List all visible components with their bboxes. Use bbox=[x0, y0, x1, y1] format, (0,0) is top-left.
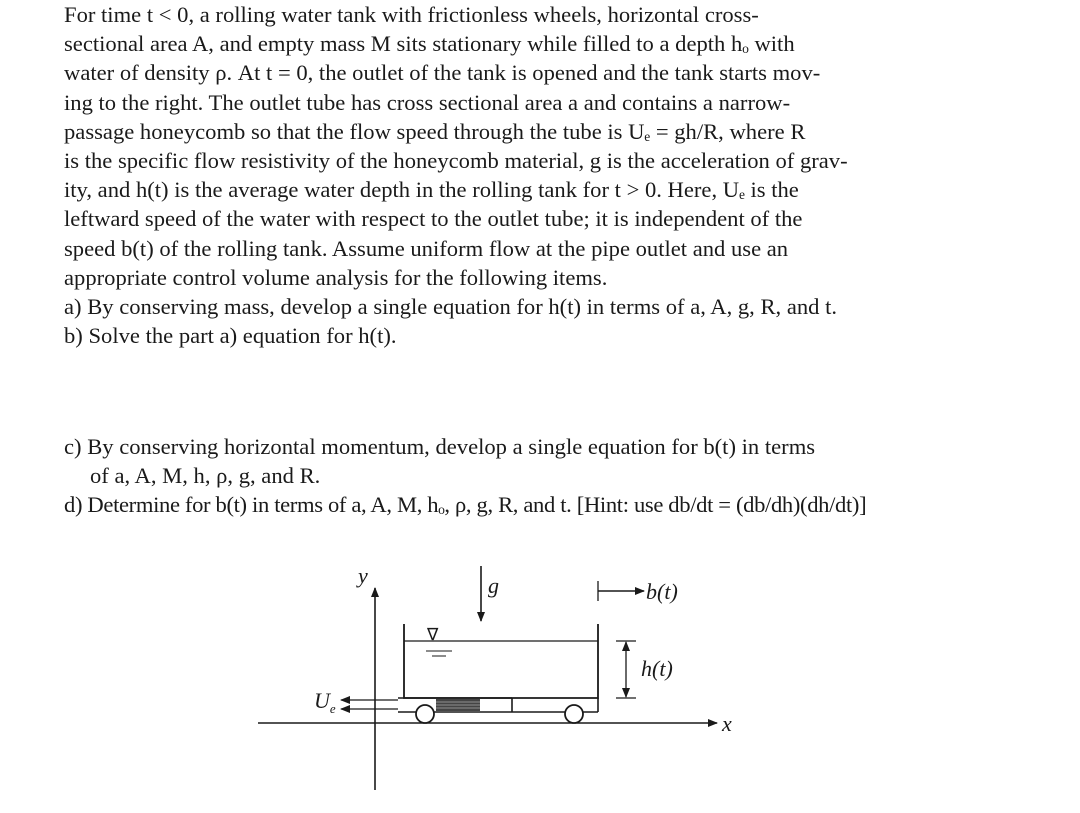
question-part-b: b) Solve the part a) equation for h(t). bbox=[64, 323, 397, 349]
y-axis-label: y bbox=[358, 563, 368, 588]
intro-line: For time t < 0, a rolling water tank with frictionless wheels, horizontal cross- bbox=[64, 2, 759, 27]
intro-line: ing to the right. The outlet tube has cross sectional area a and contains a narrow- bbox=[64, 89, 791, 115]
intro-line: leftward speed of the water with respect to the outlet tube; it is independent of the bbox=[64, 206, 803, 232]
outlet-speed-subscript: e bbox=[329, 701, 336, 716]
x-axis-label: x bbox=[722, 711, 732, 736]
free-surface-icon: ∇ bbox=[427, 625, 439, 645]
question-part-a: a) By conserving mass, develop a single equation for h(t) in terms of a, A, g, R, and t. bbox=[64, 294, 838, 320]
intro-line: ity, and h(t) is the average water depth in the rolling tank for t > 0. Here, Uₑ is the bbox=[64, 177, 799, 203]
depth-label: h(t) bbox=[641, 656, 673, 681]
left-wheel bbox=[416, 705, 434, 723]
intro-line: passage honeycomb so that the flow speed through the tube is Uₑ = gh/R, where R bbox=[64, 118, 806, 144]
tank bbox=[404, 624, 598, 698]
outlet-tube bbox=[398, 698, 512, 712]
question-part-c: c) By conserving horizontal momentum, develop a single equation for b(t) in terms bbox=[64, 434, 816, 459]
tank-velocity-label: b(t) bbox=[646, 579, 678, 604]
gravity-label: g bbox=[488, 573, 499, 598]
intro-line: water of density ρ. At t = 0, the outlet of the tank is opened and the tank starts mov- bbox=[64, 60, 821, 86]
question-part-c-continued: of a, A, M, h, ρ, g, and R. bbox=[90, 463, 321, 489]
intro-line: is the specific flow resistivity of the honeycomb material, g is the acceleration of grav- bbox=[64, 148, 848, 174]
intro-line: sectional area A, and empty mass M sits stationary while filled to a depth hₒ with bbox=[64, 31, 795, 57]
intro-line: appropriate control volume analysis for the following items. bbox=[64, 264, 608, 290]
right-wheel bbox=[565, 705, 583, 723]
outlet-speed-label: $U_e$ bbox=[314, 688, 336, 716]
question-part-d: d) Determine for b(t) in terms of a, A, M, hₒ, ρ, g, R, and t. [Hint: use db/dt = (db/dh)(dh/dt)] bbox=[64, 492, 867, 518]
intro-line: speed b(t) of the rolling tank. Assume uniform flow at the pipe outlet and use an bbox=[64, 235, 789, 261]
